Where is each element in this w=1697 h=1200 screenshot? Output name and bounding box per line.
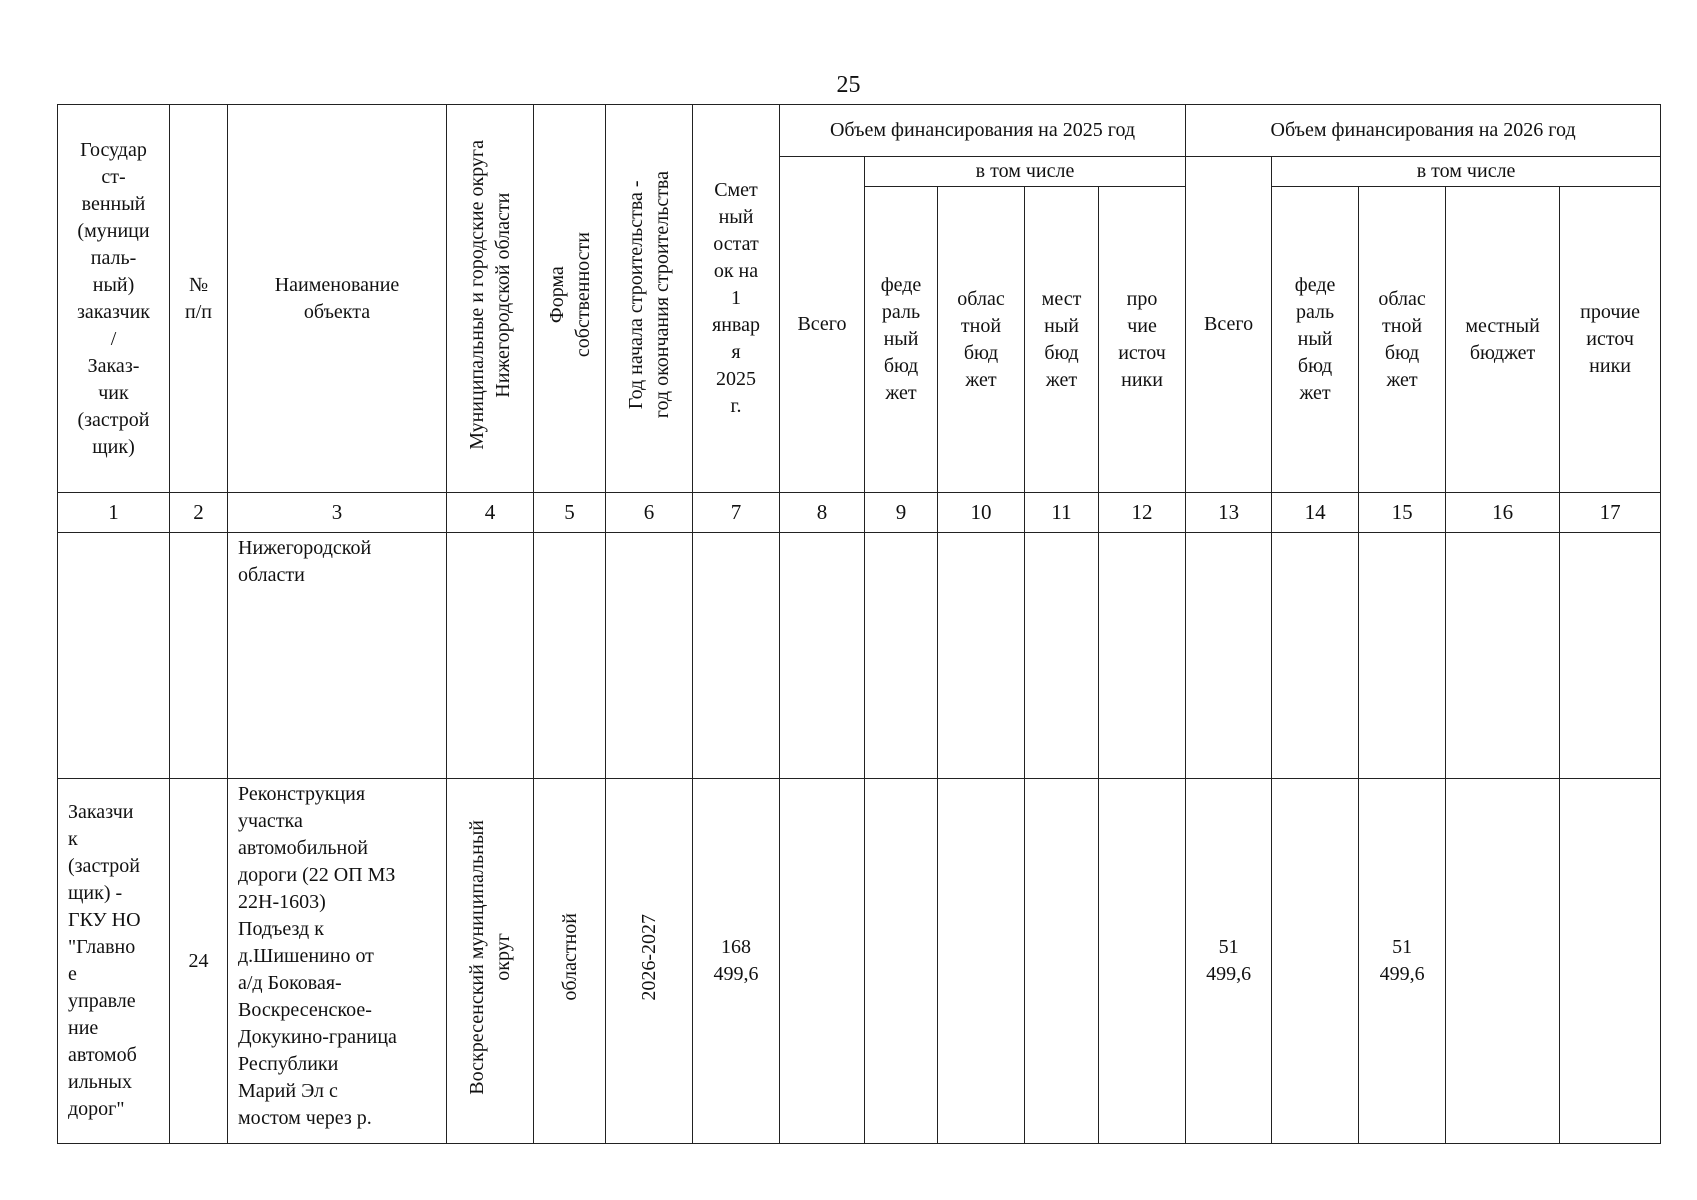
header-customer: Государ ст- венный (муници паль- ный) заказчик / Заказ- чик (застрой щик): [58, 105, 170, 493]
table-cell: [865, 779, 938, 1144]
header-ownership-text: Форма собственности: [545, 231, 594, 358]
table-row: [58, 533, 1661, 779]
table-cell: [1099, 533, 1186, 779]
ownership-text: областной: [558, 913, 581, 1001]
column-number: 16: [1446, 493, 1560, 533]
table-cell: [1446, 533, 1560, 779]
header-district-text: Муниципальные и городские округа Нижегородской области: [466, 139, 514, 450]
column-number: 15: [1359, 493, 1446, 533]
column-number: 7: [693, 493, 780, 533]
header-local-2026: местный бюджет: [1446, 187, 1560, 493]
row-number-cell: 24: [170, 779, 228, 1144]
table-cell: [1025, 779, 1099, 1144]
column-number: 12: [1099, 493, 1186, 533]
table-cell: [938, 533, 1025, 779]
column-number: 4: [447, 493, 534, 533]
column-number: 5: [534, 493, 606, 533]
regional-2026-cell: 51 499,6: [1359, 779, 1446, 1144]
header-funding-2026: Объем финансирования на 2026 год: [1186, 105, 1661, 157]
table-cell: [1359, 533, 1446, 779]
total-2026-cell: 51 499,6: [1186, 779, 1272, 1144]
district-cell: [447, 779, 534, 1144]
table-cell: [693, 533, 780, 779]
header-years: [606, 105, 693, 493]
header-total-2026: Всего: [1186, 157, 1272, 493]
table-cell: [447, 533, 534, 779]
header-regional-2026: облас тной бюд жет: [1359, 187, 1446, 493]
column-number: 14: [1272, 493, 1359, 533]
district-text: Воскресенский муниципальный округ: [466, 819, 514, 1095]
column-number: 3: [228, 493, 447, 533]
column-number-row: [58, 493, 1661, 533]
table-cell: [1025, 533, 1099, 779]
object-name-cell: Нижегородской области: [228, 533, 447, 779]
header-remainder: Смет ный остат ок на 1 январ я 2025 г.: [693, 105, 780, 493]
header-regional-2025: облас тной бюд жет: [938, 187, 1025, 493]
table-cell: [1560, 533, 1661, 779]
column-number: 17: [1560, 493, 1661, 533]
table-cell: [170, 533, 228, 779]
header-local-2025: мест ный бюд жет: [1025, 187, 1099, 493]
table-cell: [534, 533, 606, 779]
table-cell: [606, 533, 693, 779]
table-cell: [865, 533, 938, 779]
column-number: 11: [1025, 493, 1099, 533]
table-cell: [58, 533, 170, 779]
table-row: [58, 779, 1661, 1144]
header-funding-2025: Объем финансирования на 2025 год: [780, 105, 1186, 157]
column-number: 13: [1186, 493, 1272, 533]
header-other-2025: про чие источ ники: [1099, 187, 1186, 493]
header-federal-2026: феде раль ный бюд жет: [1272, 187, 1359, 493]
column-number: 1: [58, 493, 170, 533]
table-cell: [1186, 533, 1272, 779]
years-text: 2026-2027: [638, 913, 660, 1001]
table-cell: [1272, 533, 1359, 779]
header-federal-2025: феде раль ный бюд жет: [865, 187, 938, 493]
table-cell: [1560, 779, 1661, 1144]
column-number: 2: [170, 493, 228, 533]
years-cell: [606, 779, 693, 1144]
header-total-2025: Всего: [780, 157, 865, 493]
header-name: Наименование объекта: [228, 105, 447, 493]
header-ownership: [534, 105, 606, 493]
remainder-cell: 168 499,6: [693, 779, 780, 1144]
column-number: 9: [865, 493, 938, 533]
table-cell: [938, 779, 1025, 1144]
table-cell: [780, 533, 865, 779]
table-cell: [1272, 779, 1359, 1144]
financing-table: [57, 104, 1661, 1144]
header-including-2025: в том числе: [865, 157, 1186, 187]
header-other-2026: прочие источ ники: [1560, 187, 1661, 493]
table-cell: [1446, 779, 1560, 1144]
header-row: [58, 105, 1661, 157]
page-number: 25: [836, 72, 861, 98]
column-number: 6: [606, 493, 693, 533]
header-years-text: Год начала строительства - год окончания строительства: [625, 170, 673, 419]
object-name-cell: Реконструкция участка автомобильной дороги (22 ОП МЗ 22Н-1603) Подъезд к д.Шишенино от а/д Боковая- Воскресенское- Докукино-граница Республики Марий Эл с мостом через р.: [228, 779, 447, 1144]
header-district: [447, 105, 534, 493]
column-number: 10: [938, 493, 1025, 533]
customer-cell: Заказчи к (застрой щик) - ГКУ НО "Главно е управле ние автомоб ильных дорог": [58, 779, 170, 1144]
table-cell: [780, 779, 865, 1144]
header-including-2026: в том числе: [1272, 157, 1661, 187]
header-num: № п/п: [170, 105, 228, 493]
ownership-cell: [534, 779, 606, 1144]
table-cell: [1099, 779, 1186, 1144]
column-number: 8: [780, 493, 865, 533]
